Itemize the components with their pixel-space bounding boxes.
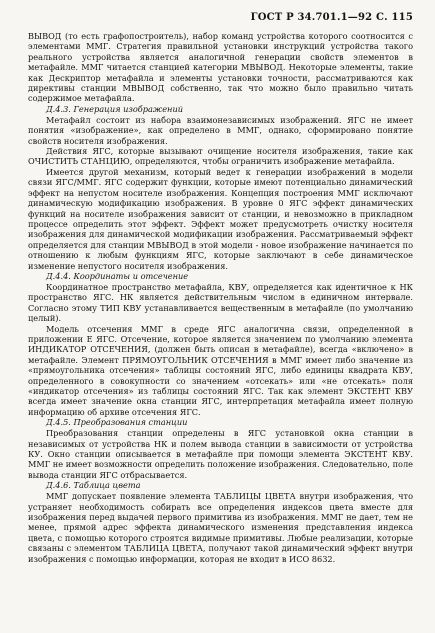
paragraph-coordinates: Координатное пространство метафайла, КВУ, определяется как идентичное к НК пространство ЯГС. НК является действительным числом в единичном интервале. Согласно этому ТИП КВУ устанавливается вещественным в метафайле (по умолчанию целый). — [28, 281, 413, 324]
heading-d-4-6: Д.4.6. Таблица цвета — [46, 480, 141, 491]
heading-d-4-4: Д.4.4. Координаты и отсечение — [46, 270, 189, 281]
page-header: ГОСТ Р 34.701.1—92 С. 115 — [250, 12, 413, 23]
paragraph-clipping: Модель отсечения ММГ в среде ЯГС аналогична связи, определенной в приложении Е ЯГС. Отсечение, которое является значением по умолчанию элемента ИНДИКАТОР ОТСЕЧЕНИЯ, (должен быть описан в метафайле), всегда «включено» в метафайле. Элемент ПРЯМОУГОЛЬНИК ОТСЕЧЕНИЯ в ММГ имеет либо значение из «прямоугольника отсечения» таблицы состояний ЯГС, либо единицы квадрата КВУ, определенного в совокупности со значением «отсекать» или «не отсекать» поля «индикатор отсечения» из таблицы состояний ЯГС. Так как элемент ЭКСТЕНТ КВУ всегда имеет значение окна станции ЯГС, интерпретация метафайла имеет полную информацию об архиве отсечения ЯГС. — [28, 323, 413, 417]
paragraph-color-table: ММГ допускает появление элемента ТАБЛИЦЫ ЦВЕТА внутри изображения, что устраняет необходимость собирать все определения индексов цвета вместе для изображения перед выдачей первого примитива из изображения. ММГ не дает, тем не менее, прямой адрес эффекта динамического изменения представления индекса цвета, с помощью которого строятся видимые примитивы. Любые реализации, которые связаны с элементом ТАБЛИЦА ЦВЕТА, получают такой динамический эффект внутри изображения с помощью информации, которая не входит в ИСО 8632. — [28, 491, 413, 564]
paragraph-vyvod: ВЫВОД (то есть графопостроитель), набор команд устройства которого соотносится с элементами ММГ. Стратегия правильной установки инструкций устройства такого реального устройства является аналогичной генерации свойств элементов в метафайле. ММГ читается станцией категории МВЫВОД. Некоторые элементы, такие как Дескриптор метафайла и элементы установки точности, рассматриваются как директивы станции МВЫВОД собственно, так что можно было правильно читать содержимое метафайла. — [28, 31, 413, 104]
document-body — [28, 31, 413, 564]
paragraph-mechanism: Имеется другой механизм, который ведет к генерации изображений в модели связи ЯГС/ММГ. ЯГС содержит функции, которые имеют потенциально динамический эффект на непустом носителе изображения. Концепция построения ММГ исключают динамическую модификацию изображения. В уровне 0 ЯГС эффект динамических функций на носителе изображения зависит от станции, и невозможно в прикладном процессе определить этот эффект. Эффект может предусмотреть очистку носителя изображения для динамической модификации изображения. Рассматриваемый эффект определяется для станции МВЫВОД в этой модели - новое изображение начинается по отношению к любым функциям ЯГС, которые заключают в себе динамическое изменение непустого носителя изображения. — [28, 166, 413, 271]
paragraph-actions: Действия ЯГС, которые вызывают очищение носителя изображения, такие как ОЧИСТИТЬ СТАНЦИЮ, определяются, чтобы ограничить изображение метафайла. — [28, 146, 413, 167]
heading-d-4-5: Д.4.5. Преобразования станции — [46, 417, 188, 428]
paragraph-transformations: Преобразования станции определены в ЯГС установкой окна станции в независимых от устройства НК и полем вывода станции в зависимости от устройства КУ. Окно станции описывается в метафайле при помощи элемента ЭКСТЕНТ КВУ. ММГ не имеет возможности определить положение изображения. Следовательно, поле вывода станции ЯГС отбрасывается. — [28, 428, 413, 480]
heading-d-4-3: Д.4.3. Генерация изображений — [46, 103, 184, 114]
paragraph-metafile: Метафайл состоит из набора взаимонезависимых изображений. ЯГС не имеет понятия «изображение», как определено в ММГ, однако, сформировано понятие свойств носителя изображения. — [28, 114, 413, 146]
